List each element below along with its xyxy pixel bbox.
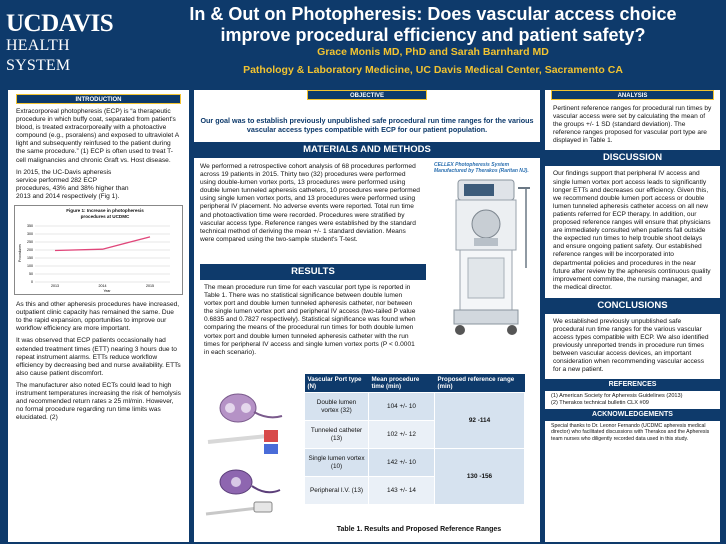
- table-cell-port-type: Double lumen vortex (32): [305, 393, 369, 421]
- table-cell-port-type: Peripheral I.V. (13): [305, 477, 369, 505]
- y-tick-label: 50: [29, 272, 33, 277]
- affiliation: Pathology & Laboratory Medicine, UC Davis Medical Center, Sacramento CA: [243, 64, 623, 76]
- analysis-text: Pertinent reference ranges for procedural run times by vascular access were set by calculating the mean of the groups +/- 1 SD (standard deviation). The reference ranges proposed for vascular port type are displayed in Table 1.: [553, 105, 712, 145]
- methods-heading: MATERIALS AND METHODS: [194, 142, 540, 158]
- y-tick-label: 100: [27, 264, 33, 269]
- poster-header: [0, 0, 726, 90]
- table-cell-mean: 143 +/- 14: [369, 477, 435, 505]
- references-heading: REFERENCES: [545, 379, 720, 391]
- figure-1-title-line2: procedures at UCDMC: [80, 214, 130, 220]
- acknowledgements-heading: ACKNOWLEDGEMENTS: [545, 409, 720, 421]
- acknowledgements-text: Special thanks to Dr. Leonor Fernando (UCDMC apheresis medical director) who facilitated discussions with Therakos and the Apheresis team nurses who diligently recorded data used in this study.: [551, 422, 710, 442]
- y-tick-label: 350: [27, 224, 33, 229]
- reference-item-1: (1) American Society for Apheresis Guidelines (2013): [551, 392, 683, 399]
- results-table-container: [304, 374, 525, 505]
- y-tick-label: 250: [27, 240, 33, 245]
- results-text: The mean procedure run time for each vascular port type is reported in Table 1. There was no statistical significance between double lumen vortex port and double lumen tunneled apheresis catheter, nor between the single lumen vortex port and peripheral IV access (two-tailed P value 0.6835 and 0.7827 respectively). Statistical significance was found when comparing the means of the procedural run times for both double lumen vortex port and double lumen tunneled apheresis catheter with the run times for peripheral IV access and single lumen vortex ports (P < 0.0001 in each scenario).: [204, 284, 416, 356]
- column-right: [545, 90, 720, 542]
- analysis-heading: ANALYSIS: [551, 90, 714, 100]
- title-line1: In & Out on Photopheresis: Does vascular access choice: [189, 4, 677, 24]
- figure-1-chart: [15, 206, 182, 294]
- poster-title: [140, 4, 726, 46]
- y-tick-label: 200: [27, 248, 33, 253]
- table-cell-port-type: Single lumen vortex (10): [305, 449, 369, 477]
- column-center: [194, 90, 540, 542]
- figure-1-x-axis-label: Year: [103, 289, 111, 294]
- intro-paragraph-3: As this and other apheresis procedures have increased, outpatient clinic capacity has remained the same. Due to the rapid expansion, opportunities to improve our workflow efficiency are more important.: [16, 301, 180, 333]
- conclusions-heading: CONCLUSIONS: [545, 298, 720, 314]
- table-header-mean-time: Mean procedure time (min): [369, 374, 435, 393]
- procedures-series-line: [55, 237, 150, 251]
- y-tick-label: 150: [27, 256, 33, 261]
- figure-1-title-line1: Figure 1: Increase in photopheresis: [66, 208, 144, 214]
- y-tick-label: 300: [27, 232, 33, 237]
- title-line2: improve procedural efficiency and patient safety?: [220, 25, 646, 45]
- vascular-device-images: [198, 386, 302, 526]
- figure-1: [14, 205, 183, 295]
- cellex-device-image: [434, 178, 534, 343]
- logo-line2: HEALTH SYSTEM: [6, 37, 71, 74]
- logo-line1: UCDAVIS: [6, 10, 114, 37]
- discussion-heading: DISCUSSION: [545, 150, 720, 166]
- photo-caption: CELLEX Photopheresis System Manufactured by Therakos (Raritan NJ).: [434, 162, 529, 174]
- discussion-text: Our findings support that peripheral IV access and single lumen vortex port access leads to significantly longer ETTs and decreases our efficiency. Given this, we recommend double lumen port access or double lumen tunneled apheresis catheter access on all new patients referred for ECP therapy. In addition, our proposed reference ranges will ensure that physicians are immediately consulted when patients fall outside the expected run times to help trouble shoot delays and ensure ongoing patient safety. Our established reference ranges will be incorporated into departmental policies and procedures in the near future after review by the apheresis continuous quality improvement committee, the nursing manager, and the medical director.: [553, 170, 711, 291]
- figure-1-y-axis-label: Procedures: [18, 244, 22, 263]
- introduction-heading: INTRODUCTION: [16, 94, 181, 104]
- intro-paragraph-1: Extracorporeal photopheresis (ECP) is “a therapeutic procedure in which buffy coat, separated from patient's blood, is treated extracorporeally with a photoactive compound (e.g., psoralens) and exposed to ultraviolet A light and subsequently reinfused to the patient during the same procedure.” (1) ECP is often used to treat T-cell malignancies and chronic Graft vs. Host disease.: [16, 108, 179, 164]
- results-heading: RESULTS: [200, 264, 426, 280]
- results-table: [304, 374, 525, 505]
- x-tick-label: 2015: [146, 284, 154, 289]
- intro-paragraph-4: It was observed that ECP patients occasionally had extended treatment times (ETT) nearing 3 hours due to repeat instrument alarms. ETTs reduce workflow efficiency by decreasing bed and nurse availability. ETTs also cause patient discomfort.: [16, 337, 181, 377]
- table-cell-mean: 102 +/- 12: [369, 421, 435, 449]
- x-tick-label: 2013: [51, 284, 59, 289]
- table-caption: Table 1. Results and Proposed Reference Ranges: [336, 526, 502, 533]
- table-cell-port-type: Tunneled catheter (13): [305, 421, 369, 449]
- column-introduction: [8, 90, 189, 542]
- table-row: [305, 393, 525, 421]
- table-header-port-type: Vascular Port type (N): [305, 374, 369, 393]
- objective-text: Our goal was to establish previously unpublished safe procedural run time ranges for the various vascular access types compatible with ECP for our patient population.: [200, 116, 534, 134]
- reference-item-2: (2) Therakos technical bulletin CLX #09: [551, 399, 649, 406]
- intro-paragraph-2: In 2015, the UC-Davis apheresis service performed 282 ECP procedures, 43% and 38% higher than 2013 and 2014 respectively (Fig 1).: [16, 168, 129, 200]
- ucdavis-logo: [6, 10, 136, 74]
- intro-paragraph-5: The manufacturer also noted ECTs could lead to high instrument temperatures increasing the risk of hemolysis and recommended return rates ≥ 25 ml/min. However, no formal procedure regarding run time limits was elucidated. (2): [16, 381, 181, 422]
- methods-text: We performed a retrospective cohort analysis of 68 procedures performed across 19 patients in 2015. Thirty two (32) procedures were performed using double-lumen vortex ports, 13 procedures were performed using double lumen tunneled apheresis catheters, 10 procedures were performed using single lumen vortex ports, and 13 procedures were performed using peripheral IV placement. No adverse events were reported. Total run time and photoactivation time were recorded. Procedures were stratified by vascular access type. Reference ranges were established by the standard technical method of deriving the mean +/- 1 standard deviation. Means were compared using the two-sample student's T-test.: [200, 163, 420, 243]
- authors: Grace Monis MD, PhD and Sarah Barnhard MD: [317, 46, 549, 58]
- table-cell-range-double: 92 -114: [435, 393, 525, 449]
- objective-heading: OBJECTIVE: [307, 90, 427, 100]
- references-list: [545, 391, 720, 409]
- x-tick-label: 2014: [98, 284, 107, 289]
- table-cell-range-single: 130 -156: [435, 449, 525, 505]
- table-cell-mean: 104 +/- 10: [369, 393, 435, 421]
- conclusions-text: We established previously unpublished safe procedural run time ranges for the various vascular access types compatible with ECP. We also identified previously unreported trends in procedure run times between vascular access devices, an important consideration when recommending vascular access for a new patient.: [553, 317, 709, 374]
- table-cell-mean: 142 +/- 10: [369, 449, 435, 477]
- y-tick-label: 0: [31, 280, 33, 285]
- table-row: [305, 449, 525, 477]
- table-header-reference-range: Proposed reference range (min): [435, 374, 525, 393]
